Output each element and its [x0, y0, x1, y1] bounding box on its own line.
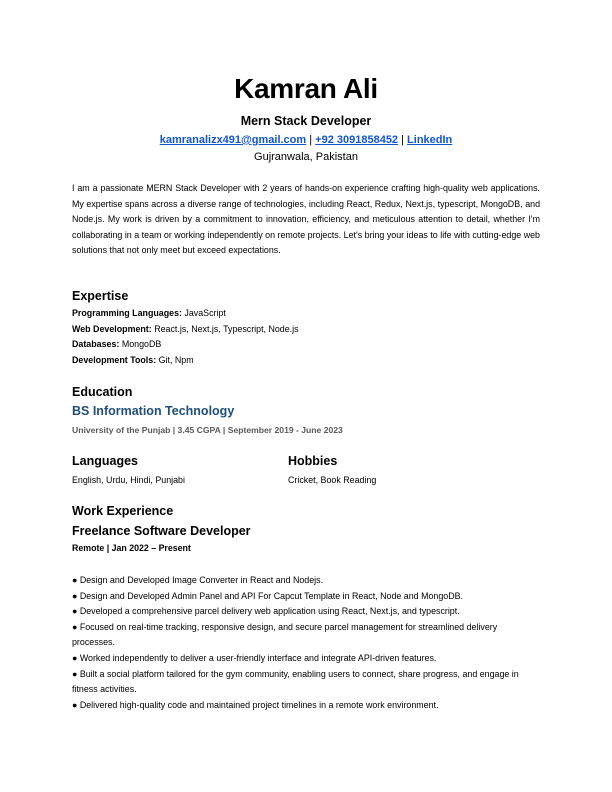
bullet-item: ● Delivered high-quality code and maintained project timelines in a remote work environment. [72, 699, 439, 710]
work-bullets [72, 573, 542, 713]
work-heading: Work Experience [72, 504, 174, 518]
contact-line [0, 134, 612, 146]
degree: BS Information Technology [72, 404, 235, 418]
location: Gujranwala, Pakistan [254, 151, 358, 163]
linkedin-link[interactable]: LinkedIn [407, 134, 453, 146]
expertise-value: Git, Npm [158, 354, 194, 365]
separator: | [306, 134, 316, 146]
bullet-item: ● Design and Developed Image Converter in React and Nodejs. [72, 575, 324, 585]
expertise-item [72, 337, 542, 353]
expertise-item [72, 353, 542, 369]
expertise-list [72, 306, 542, 368]
languages-value: English, Urdu, Hindi, Punjabi [72, 475, 185, 485]
expertise-label: Web Development: [72, 323, 152, 334]
bullet-item: ● Focused on real-time tracking, responsive design, and secure parcel management for streamlined delivery processes. [72, 621, 498, 648]
hobbies-value: Cricket, Book Reading [288, 475, 377, 485]
separator: | [398, 134, 408, 146]
expertise-value: MongoDB [121, 339, 162, 350]
languages-heading: Languages [72, 454, 138, 468]
bullet-item: ● Worked independently to deliver a user-friendly interface and integrate API-driven features. [72, 652, 437, 663]
hobbies-heading: Hobbies [288, 454, 338, 468]
expertise-label: Programming Languages: [72, 308, 182, 318]
expertise-heading: Expertise [72, 289, 129, 303]
job-title: Mern Stack Developer [240, 114, 372, 128]
expertise-label: Databases: [72, 339, 120, 350]
candidate-name: Kamran Ali [234, 73, 378, 104]
bullet-item: ● Developed a comprehensive parcel delivery web application using React, Next.js, and typescript. [72, 606, 460, 617]
work-role: Freelance Software Developer [72, 524, 251, 538]
expertise-label: Development Tools: [72, 354, 157, 365]
phone-link[interactable]: +92 3091858452 [315, 134, 399, 146]
expertise-value: React.js, Next.js, Typescript, Node.js [154, 323, 299, 334]
expertise-item [72, 306, 542, 322]
education-heading: Education [72, 385, 133, 399]
expertise-value: JavaScript [181, 308, 226, 318]
work-meta: Remote | Jan 2022 – Present [72, 543, 191, 553]
summary: I am a passionate MERN Stack Developer with 2 years of hands-on experience crafting high-quality web applications. My expertise spans across a diverse range of technologies, including React, Redux, Next.js, typescript, MongoDB, and Node.js. My work is driven by a commitment to innovation, efficiency, and meticulous attention to detail, whether I'm collaborating in a team or working independently on remote projects. Let's bring your ideas to life with cutting-edge web solutions that not only meet but exceed expectations. [72, 183, 540, 256]
expertise-item [72, 322, 542, 338]
bullet-item: ● Design and Developed Admin Panel and API For Capcut Template in React, Node and MongoDB. [72, 590, 463, 601]
bullet-item: ● Built a social platform tailored for the gym community, enabling users to connect, share progress, and engage in fitness activities. [72, 668, 519, 695]
email-link[interactable]: kamranalizx491@gmail.com [159, 134, 307, 146]
education-details: University of the Punjab | 3.45 CGPA | September 2019 - June 2023 [72, 425, 343, 435]
